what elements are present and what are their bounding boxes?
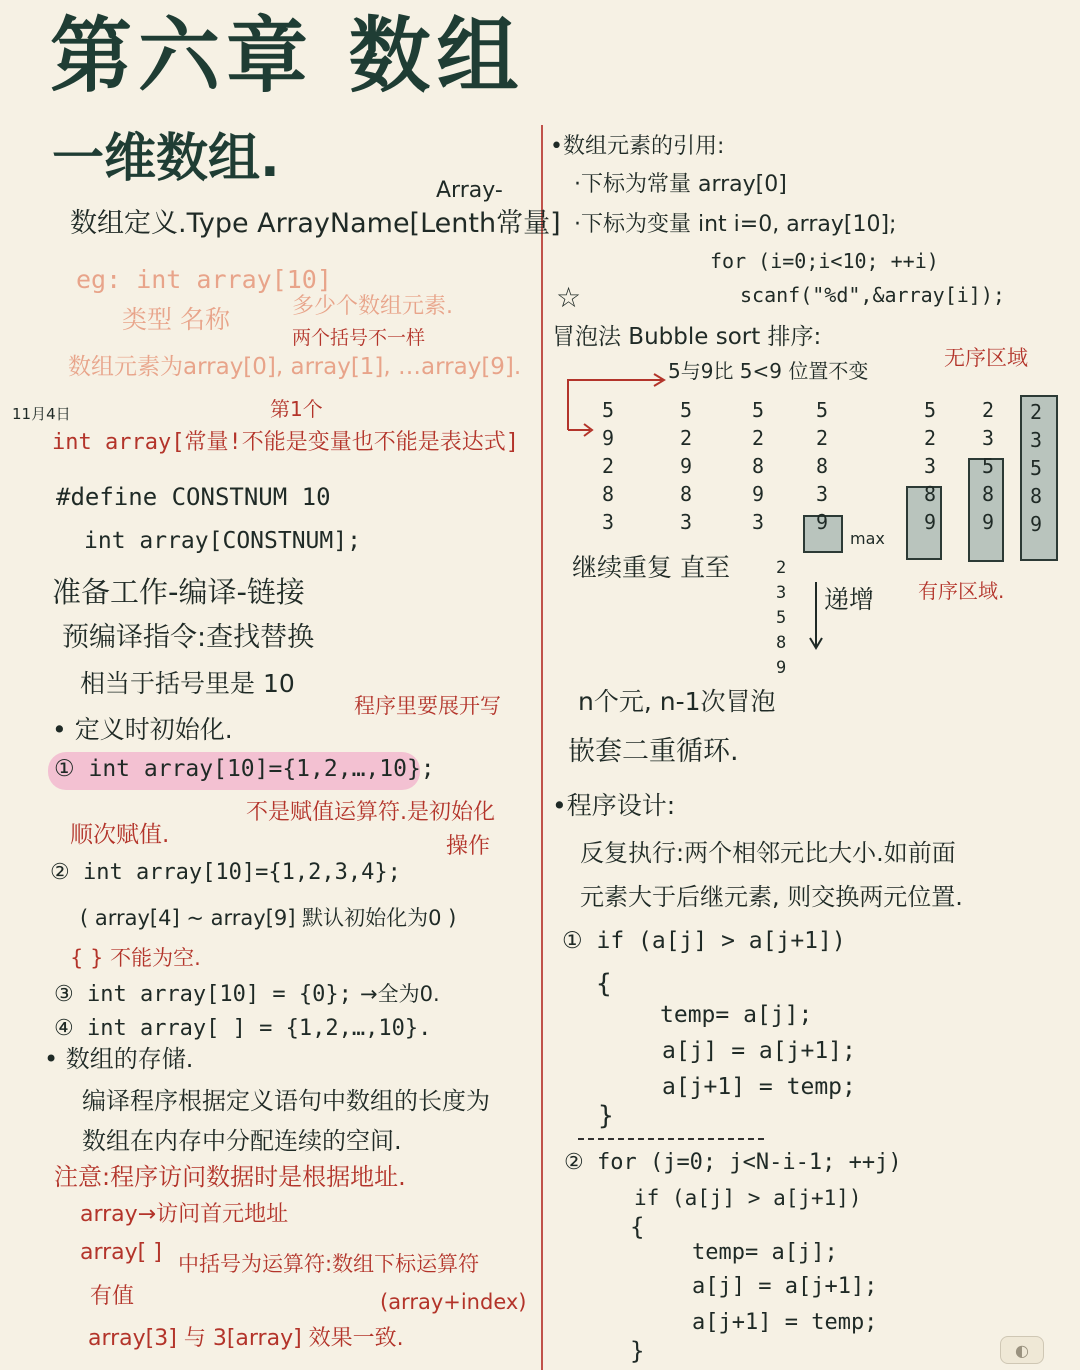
code-2-line-3: a[j+1] = temp; xyxy=(692,1310,878,1335)
code-2-brace-open: { xyxy=(630,1213,645,1241)
max-label: max xyxy=(850,529,885,548)
bubble-cell: 8 xyxy=(924,482,937,506)
code-1-brace-close: } xyxy=(598,1101,614,1131)
bubble-cell: 8 xyxy=(1030,484,1043,508)
bubble-cell: 3 xyxy=(752,510,765,534)
ref-line-3: for (i=0;i<10; ++i) xyxy=(710,249,939,273)
ref-title: •数组元素的引用: xyxy=(550,134,725,159)
nested-label: 嵌套二重循环. xyxy=(568,736,739,767)
bubble-cell: 9 xyxy=(924,510,937,534)
code-1-if: ① if (a[j] > a[j+1]) xyxy=(562,928,846,954)
eg-count: 多少个数组元素. xyxy=(292,294,453,319)
prep-line-2: 预编译指令:查找替换 xyxy=(62,622,315,653)
bubble-cell: 5 xyxy=(816,398,829,422)
bubble-cell: 2 xyxy=(982,398,995,422)
star-icon: ☆ xyxy=(556,281,582,314)
note-line-5: (array+index) xyxy=(380,1290,527,1314)
note-line-6: array[3] 与 3[array] 效果一致. xyxy=(88,1326,404,1351)
store-line-2: 数组在内存中分配连续的空间. xyxy=(82,1127,402,1155)
section-title: 一维数组. xyxy=(52,129,280,189)
date-label: 11月4日 xyxy=(12,405,71,423)
eg-elements: 数组元素为array[0], array[1], …array[9]. xyxy=(68,354,522,380)
code-1-line-1: temp= a[j]; xyxy=(660,1002,813,1028)
dashed-divider xyxy=(578,1138,764,1140)
init-3-note: →全为0. xyxy=(360,982,440,1006)
final-cell: 9 xyxy=(776,658,787,678)
code-2-line-1: temp= a[j]; xyxy=(692,1240,838,1265)
bubble-cell: 3 xyxy=(602,510,615,534)
bubble-cell: 5 xyxy=(924,398,937,422)
down-arrow-icon xyxy=(806,580,826,652)
n-note: n个元, n-1次冒泡 xyxy=(578,687,776,716)
init-2: ② int array[10]={1,2,3,4}; xyxy=(50,860,401,885)
ascend-label: 递增 xyxy=(824,585,875,614)
bubble-cell: 3 xyxy=(816,482,829,506)
prep-line: 准备工作-编译-链接 xyxy=(52,575,305,609)
code-1-brace-open: { xyxy=(596,969,612,999)
note-line-4: 有值 xyxy=(90,1284,135,1309)
bubble-cell: 2 xyxy=(924,426,937,450)
init-1: ① int array[10]={1,2,…,10}; xyxy=(54,756,435,782)
page-title: 第六章 数组 xyxy=(50,9,525,104)
bubble-cell: 9 xyxy=(1030,512,1043,536)
design-line-1: 反复执行:两个相邻元比大小.如前面 xyxy=(580,839,956,867)
define-decl: int array[CONSTNUM]; xyxy=(84,528,361,554)
init-1-note: 不是赋值运算符.是初始化 xyxy=(246,800,495,825)
bubble-cell: 5 xyxy=(680,398,693,422)
design-title: •程序设计: xyxy=(552,791,676,820)
code-2-for: ② for (j=0; j<N-i-1; ++j) xyxy=(564,1150,902,1175)
empty-note: { } 不能为空. xyxy=(70,946,201,970)
init-note: 程序里要展开写 xyxy=(354,694,501,718)
bubble-cell: 3 xyxy=(982,426,995,450)
design-line-2: 元素大于后继元素, 则交换两元位置. xyxy=(580,883,963,911)
def-note: Array- xyxy=(436,178,503,203)
bubble-cell: 5 xyxy=(982,454,995,478)
final-cell: 8 xyxy=(776,633,787,653)
sorted-label: 有序区域. xyxy=(918,579,1005,603)
bubble-cell: 5 xyxy=(602,398,615,422)
continue-label: 继续重复 直至 xyxy=(572,553,730,582)
store-line-1: 编译程序根据定义语句中数组的长度为 xyxy=(82,1087,490,1115)
define-line: #define CONSTNUM 10 xyxy=(56,483,331,511)
bubble-title: 冒泡法 Bubble sort 排序: xyxy=(552,324,822,350)
code-2-if: if (a[j] > a[j+1]) xyxy=(634,1186,862,1210)
bubble-cell: 5 xyxy=(1030,456,1043,480)
init-4: ④ int array[ ] = {1,2,…,10}. xyxy=(54,1016,432,1041)
bubble-cell: 9 xyxy=(752,482,765,506)
bubble-cell: 9 xyxy=(602,426,615,450)
bubble-cell: 8 xyxy=(680,482,693,506)
eg-line: eg: int array[10] xyxy=(76,265,332,294)
compare-note: 5与9比 5<9 位置不变 xyxy=(668,359,869,383)
init-2-note: ( array[4] ~ array[9] 默认初始化为0 ) xyxy=(80,906,457,930)
bubble-cell: 3 xyxy=(680,510,693,534)
code-2-line-2: a[j] = a[j+1]; xyxy=(692,1274,878,1299)
eg-arrow: 第1个 xyxy=(270,397,323,421)
bubble-cell: 8 xyxy=(602,482,615,506)
bubble-cell: 3 xyxy=(1030,428,1043,452)
store-title: • 数组的存储. xyxy=(44,1045,194,1073)
bubble-cell: 8 xyxy=(982,482,995,506)
code-2-brace-close: } xyxy=(630,1337,645,1365)
note-line-2: array→访问首元地址 xyxy=(80,1202,289,1227)
bubble-cell: 8 xyxy=(816,454,829,478)
note-line-1: 注意:程序访问数据时是根据地址. xyxy=(54,1163,406,1191)
ref-line-4: scanf("%d",&array[i]); xyxy=(740,283,1005,307)
code-1-line-2: a[j] = a[j+1]; xyxy=(662,1038,856,1064)
unsorted-label: 无序区域 xyxy=(944,346,1028,370)
bubble-cell: 9 xyxy=(982,510,995,534)
rule-line: int array[常量!不能是变量也不能是表达式] xyxy=(52,430,519,455)
eg-brackets: 两个括号不一样 xyxy=(292,327,426,349)
init-3: ③ int array[10] = {0}; xyxy=(54,982,352,1007)
ref-line-2: ·下标为变量 int i=0, array[10]; xyxy=(574,212,897,237)
toggle-icon[interactable]: ◐ xyxy=(1000,1336,1044,1364)
final-cell: 5 xyxy=(776,608,787,628)
final-cell: 2 xyxy=(776,558,787,578)
def-label: 数组定义.Type ArrayName[Lenth常量] xyxy=(70,208,561,239)
bubble-cell: 2 xyxy=(752,426,765,450)
bubble-cell: 9 xyxy=(816,510,829,534)
note-line-3: array[ ] xyxy=(80,1240,162,1265)
code-1-line-3: a[j+1] = temp; xyxy=(662,1074,856,1100)
eg-type: 类型 名称 xyxy=(122,305,230,334)
seq-label: 顺次赋值. xyxy=(70,822,170,848)
bubble-cell: 2 xyxy=(680,426,693,450)
bubble-cell: 9 xyxy=(680,454,693,478)
bubble-cell: 2 xyxy=(816,426,829,450)
ref-line-1: ·下标为常量 array[0] xyxy=(574,172,787,197)
init-1-note-2: 操作 xyxy=(446,834,491,859)
prep-line-3: 相当于括号里是 10 xyxy=(80,669,295,698)
init-title: • 定义时初始化. xyxy=(52,715,233,744)
bubble-cell: 8 xyxy=(752,454,765,478)
bubble-cell: 3 xyxy=(924,454,937,478)
column-divider xyxy=(541,125,543,1370)
bubble-cell: 2 xyxy=(1030,400,1043,424)
bubble-cell: 5 xyxy=(752,398,765,422)
bubble-cell: 2 xyxy=(602,454,615,478)
note-line-3b: 中括号为运算符:数组下标运算符 xyxy=(178,1252,480,1276)
final-cell: 3 xyxy=(776,583,787,603)
